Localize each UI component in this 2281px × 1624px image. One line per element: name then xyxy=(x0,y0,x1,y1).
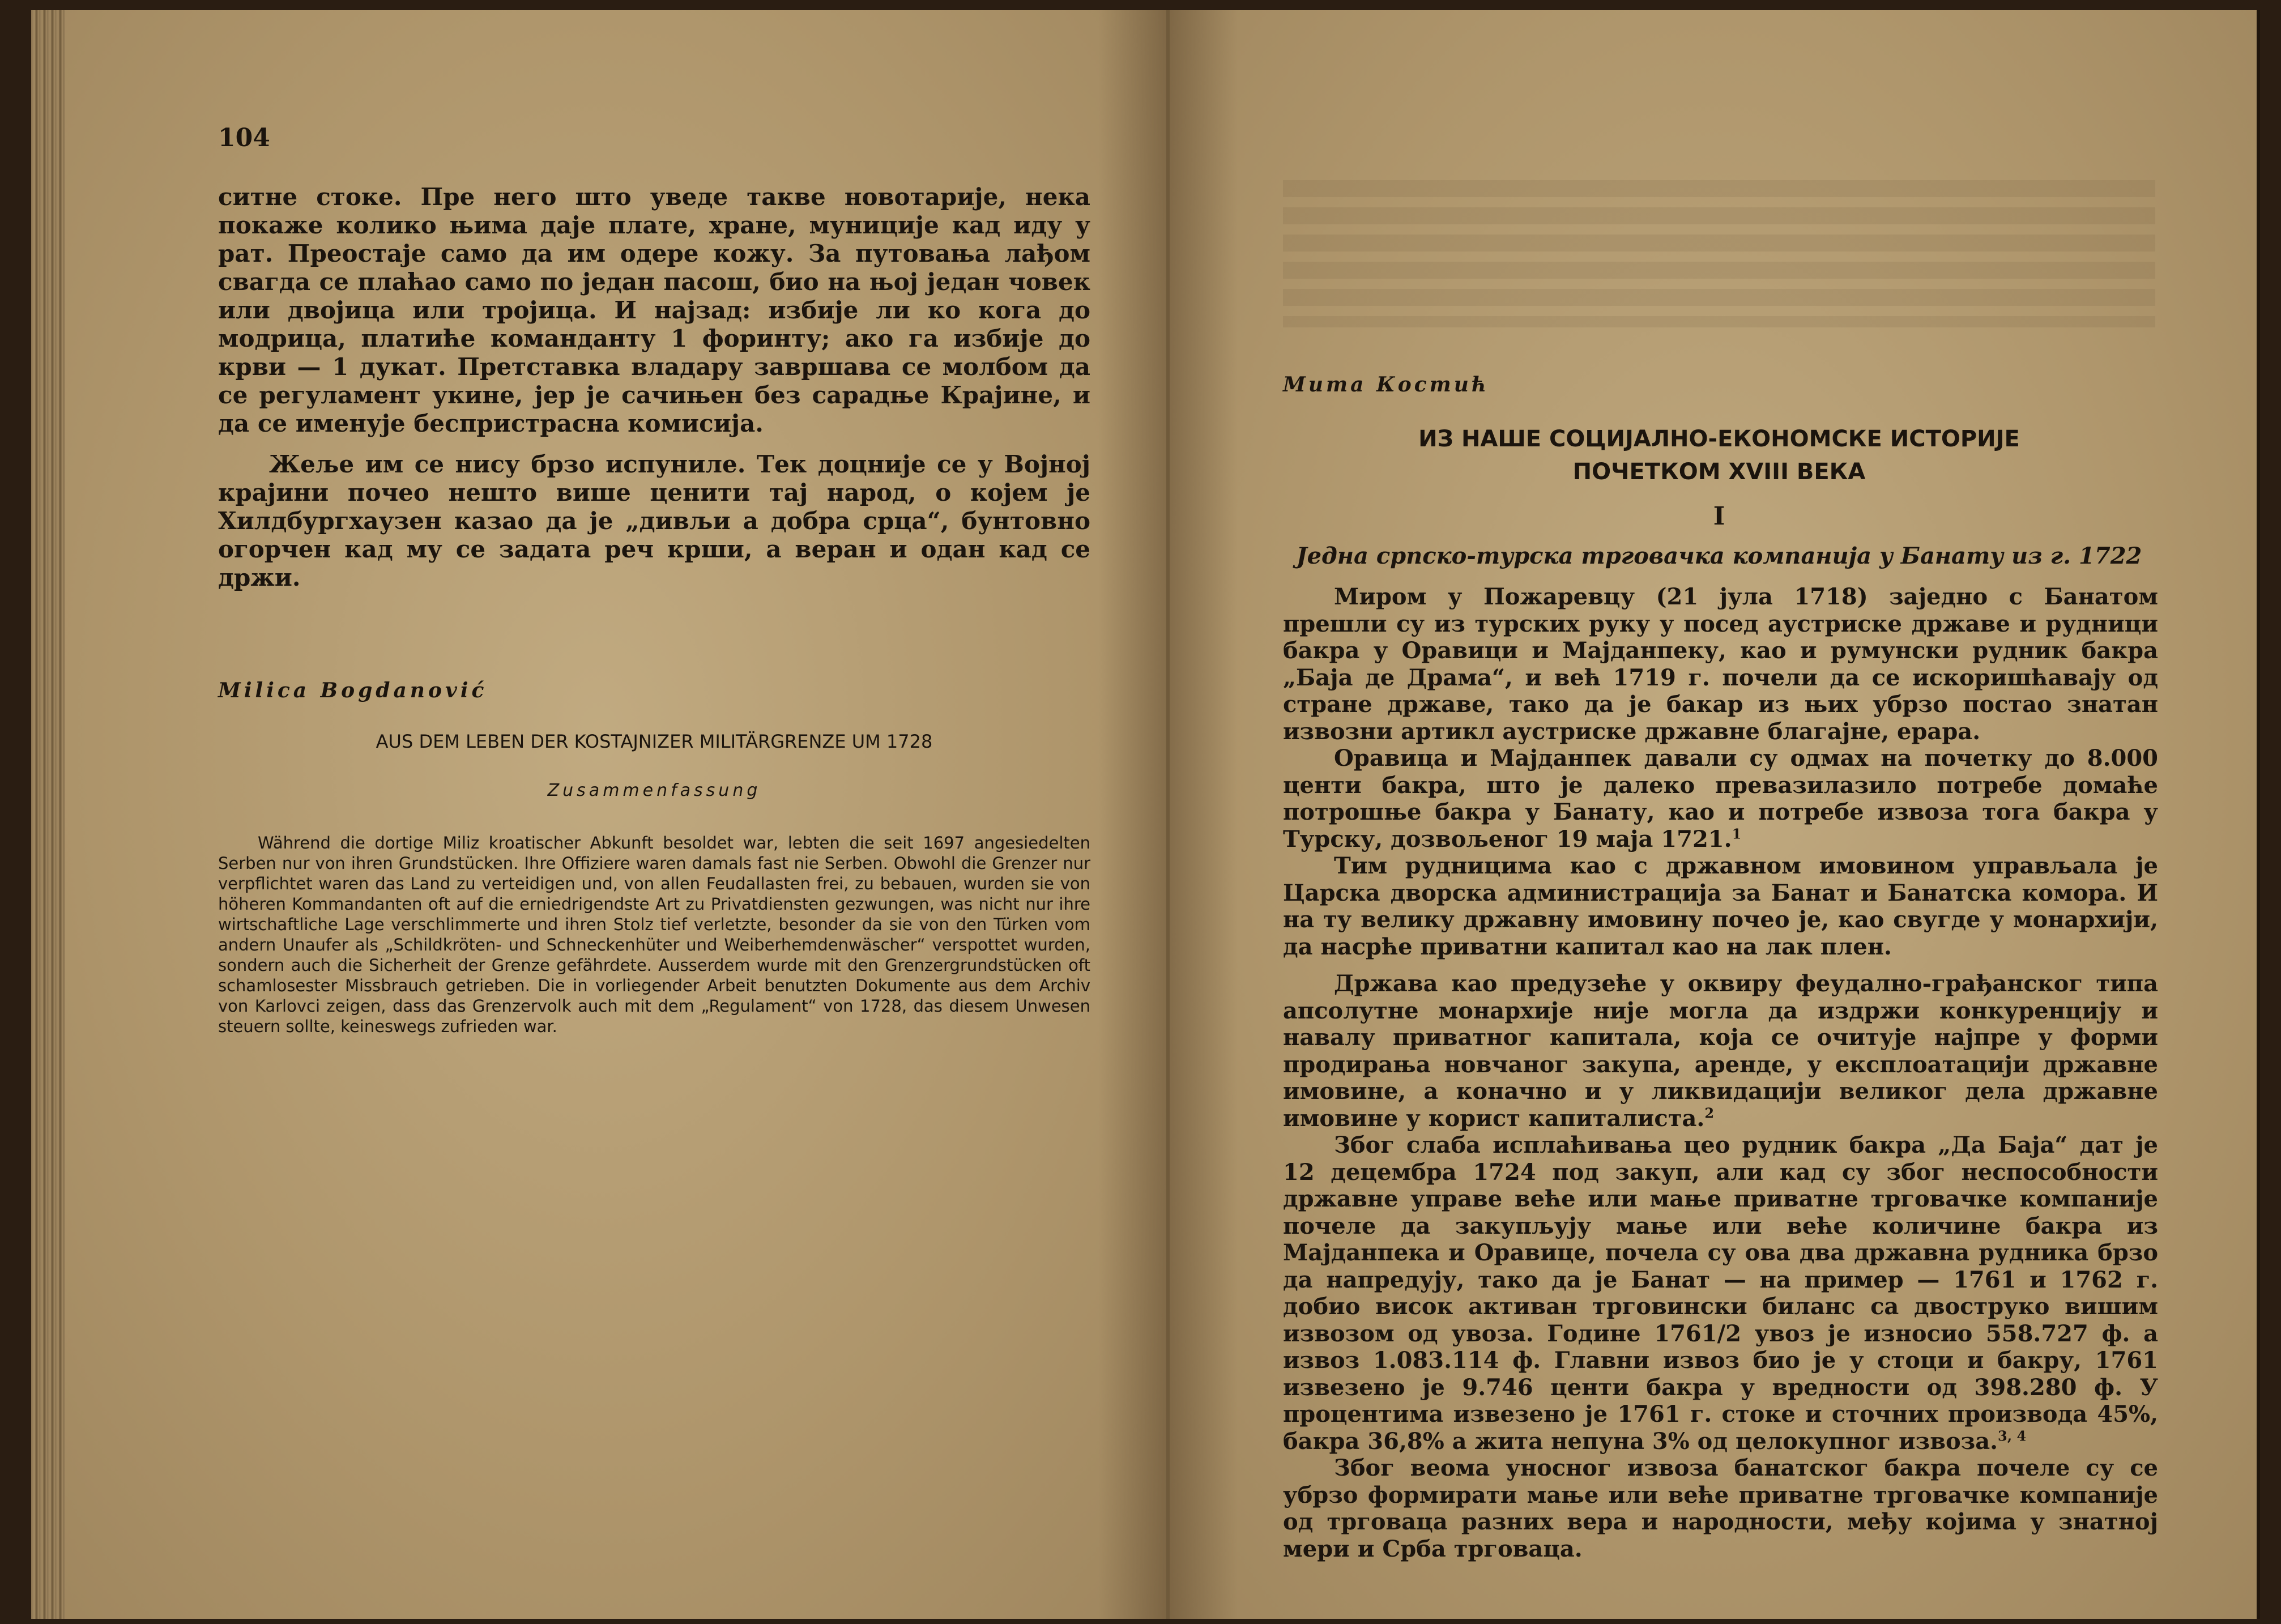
paragraph-text: Због веома уносног извоза банатског бакра почеле су се убрзо формирати мање или веће приватне трговачке компаније од трговаца разних вера и народности, међу којима у знатној мери и Срба трговаца. xyxy=(1283,1455,2158,1562)
book-spread xyxy=(31,10,2260,1619)
article-title xyxy=(1283,423,2155,488)
left-page xyxy=(31,10,1170,1619)
left-paragraph: Жеље им се нису брзо испуниле. Тек доцније се у Војној крајини почео нешто више ценити тај народ, о којем је Хилдбургхаузен казао да је „дивљи а добра срца“, бунтовно огорчен кад му се задата реч крши, а веран и одан кад се држи. xyxy=(218,450,1090,591)
left-paragraph: ситне стоке. Пре него што уведе такве новотарије, нека покаже колико њима даје плате, хране, муниције кад иду у рат. Преостаје само да им одере кожу. За путовања лађом свагда се плаћао само по један пасош, био на њој један човек или двојица или тројица. И најзад: избије ли ко кога до модрица, платиће команданту 1 форинту; ако га избије до крви — 1 дукат. Претставка владару завршава се молбом да се регуламент укине, јер је сачињен без сарадње Крајине, и да се именује беспристрасна комисија. xyxy=(218,183,1090,437)
right-paragraph xyxy=(1283,583,2158,745)
paragraph-text: Миром у Пожаревцу (21 јула 1718) заједно с Банатом прешли су из турских руку у посед аустриске државе и рудници бакра у Оравици и Мајданпеку, као и румунски рудник бакра „Баја де Драма“, и већ 1719 г. почели да се искоришћавају од стране државе, тако да је бакар из њих убрзо постао знатан извозни артикл аустриске државне благајне, ерара. xyxy=(1283,583,2158,745)
footnote-mark: 3, 4 xyxy=(1998,1427,2027,1444)
footnote-mark: 1 xyxy=(1732,825,1742,842)
summary-subtitle: Zusammenfassung xyxy=(547,781,761,800)
article-title-line: ИЗ НАШЕ СОЦИЈАЛНО-ЕКОНОМСКЕ ИСТОРИЈЕ xyxy=(1418,426,2020,452)
left-body-text xyxy=(218,183,1090,604)
right-paragraph xyxy=(1283,1455,2158,1562)
paragraph-text: Оравица и Мајданпек давали су одмах на почетку до 8.000 центи бакра, што је далеко превазилазило потребе домаће потрошње бакра у Банату, као и потребе извоза тога бакра у Турску, дозвољеног 19 маја 1721. xyxy=(1283,745,2158,853)
section-title: Једна српско-турска трговачка компанија у Банату из г. 1722 xyxy=(1296,543,2142,569)
right-paragraph xyxy=(1283,745,2158,853)
paragraph-text: Тим рудницима као с државном имовином управљала је Царска дворска администрација за Банат и Банатска комора. И на ту велику државну имовину почео је, као свугде у монархији, да насрће приватни капитал као на лак плен. xyxy=(1283,853,2158,960)
right-body-text xyxy=(1283,583,2158,1562)
summary-author: Milica Bogdanović xyxy=(218,679,488,702)
right-page xyxy=(1170,10,2257,1619)
summary-title: AUS DEM LEBEN DER KOSTAJNIZER MILITÄRGRENZE UM 1728 xyxy=(376,731,933,752)
section-number: I xyxy=(1713,502,1725,531)
article-author: Мита Костић xyxy=(1283,373,1490,397)
right-paragraph xyxy=(1283,853,2158,960)
summary-text: Während die dortige Miliz kroatischer Abkunft besoldet war, lebten die seit 1697 angesiedelten Serben nur von ihren Grundstücken. Ihre Offiziere waren damals fast nie Serben. Obwohl die Grenzer nur verpflichtet waren das Land zu verteidigen und, von allen Feudallasten frei, zu bebauen, wurden sie von höheren Kommandanten oft auf die erniedrigendste Art zu Privatdiensten gezwungen, was nicht nur ihre wirtschaftliche Lage verschlimmerte und ihren Stolz tief verletzte, besonder da sie von den Türken vom andern Unaufer als „Schildkröten- und Schneckenhüter und Weiberhemdenwäscher“ verspottet wurden, sondern auch die Sicherheit der Grenze gefährdete. Ausserdem wurde mit den Grenzergrundstücken oft schamlosester Missbrauch getrieben. Die in vorliegender Arbeit benutzten Dokumente aus dem Archiv von Karlovci zeigen, dass das Grenzervolk auch mit dem „Regulament“ von 1728, das diesem Unwesen steuern sollte, keineswegs zufrieden war. xyxy=(218,833,1090,1036)
paragraph-text: Због слаба исплаћивања цео рудник бакра „Да Баја“ дат је 12 децембра 1724 под закуп, али кад су због неспособности државне управе веће или мање приватне трговачке компаније почеле да закупљују мање или веће количине бакра из Мајданпека и Оравице, почела су ова два државна рудника брзо да напредују, тако да је Банат — на пример — 1761 и 1762 г. добио висок активан трговински биланс са двоструко вишим извозом од увоза. Године 1761/2 увоз је износио 558.727 ф. а извоз 1.083.114 ф. Главни извоз био је у стоци и бакру, 1761 извезено је 9.746 центи бакра у вредности од 398.280 ф. У процентима извезено је 1761 г. стоке и сточних производа 45%, бакра 36,8% а жита непуна 3% од целокупног извоза. xyxy=(1283,1132,2158,1455)
paragraph-text: Држава као предузеће у оквиру феудално-грађанског типа апсолутне монархије није могла да издржи конкуренцију и навалу приватног капитала, која се очитује најпре у форми продирања новчаног закупа, аренде, у експлоатацији државне имовине, а коначно и у ликвидацији великог дела државне имовине у корист капиталиста. xyxy=(1283,970,2158,1132)
article-title-line: ПОЧЕТКОМ XVIII ВЕКА xyxy=(1572,459,1866,485)
footnote-mark: 2 xyxy=(1704,1105,1715,1122)
page-number: 104 xyxy=(218,123,270,152)
summary-body xyxy=(218,833,1090,1037)
right-paragraph xyxy=(1283,970,2158,1132)
page-edges xyxy=(31,10,65,1619)
bleed-through-text xyxy=(1283,180,2155,327)
right-paragraph xyxy=(1283,1132,2158,1455)
